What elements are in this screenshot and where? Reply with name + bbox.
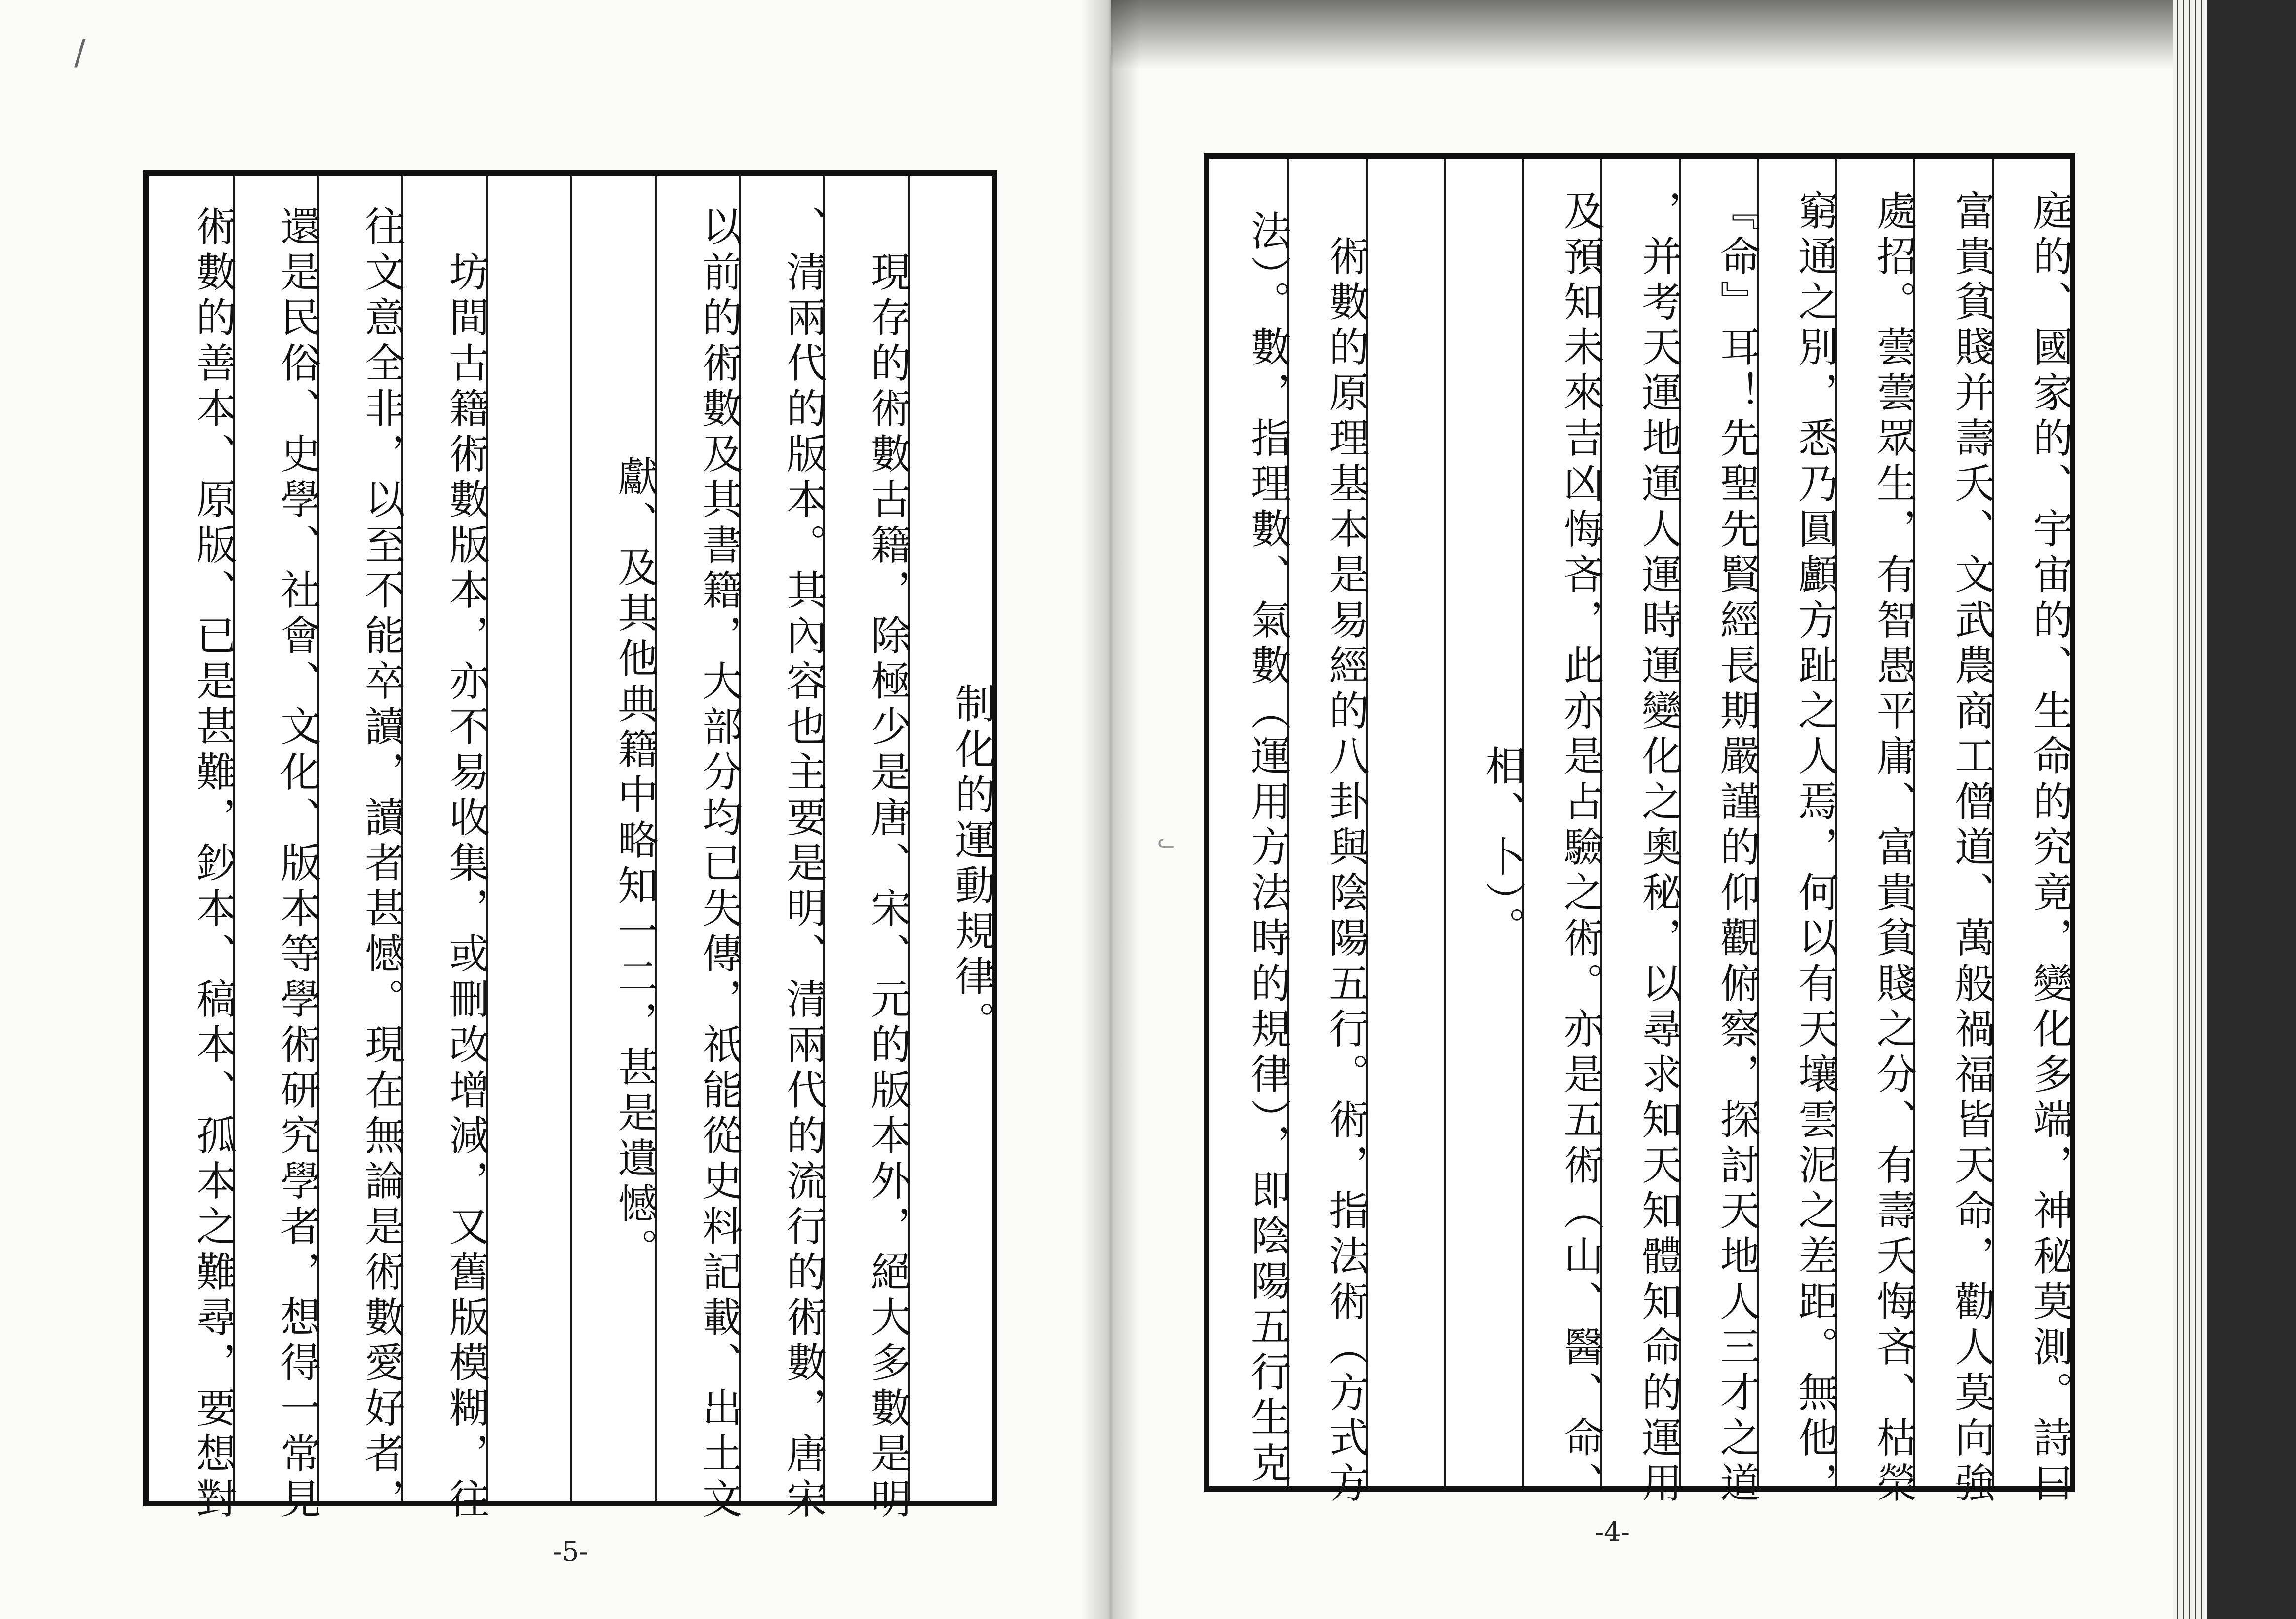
left-page-column-text: 還是民俗、史學、社會、文化、版本等學術研究學者，想得一常見 [274,205,321,1523]
right-page-column [1992,159,2073,1507]
left-page-column-text: 獻、及其他典籍中略知一二，甚是遺憾。 [611,455,658,1273]
left-page-column [149,176,237,1523]
book-gutter [1081,0,1141,1619]
right-page-number: -4- [1595,1516,1630,1547]
left-page-column [739,176,827,1523]
left-page-column [655,176,743,1523]
left-page-column-text [488,176,570,1501]
left-page-column [823,176,911,1523]
margin-mark: ᓚ [1158,830,1175,852]
right-page-column-text: 富貴貧賤并壽夭、文武農商工僧道、萬般禍福皆天命，勸人莫向強 [1948,189,1995,1507]
right-page-column-text: 及預知未來吉凶悔吝，此亦是占驗之術。亦是五術（山、醫、命、 [1557,189,1604,1507]
left-page-column-text: 術數的善本、原版、已是甚難，鈔本、稿本、孤本之難尋，要想對 [189,205,237,1523]
left-page-column-text: 現存的術數古籍，除極少是唐、宋、元的版本外，絕大多數是明 [864,205,911,1523]
left-page-column-text: 、清兩代的版本。其內容也主要是明、清兩代的流行的術數，唐宋 [780,205,827,1523]
top-shadow [1111,0,2296,69]
right-page-column [1600,159,1682,1507]
right-page-column [1287,159,1369,1507]
corner-mark: / [74,32,86,73]
right-page-column [1444,159,1526,1486]
left-page-column [233,176,321,1523]
right-page-column-text: 窮通之別，悉乃圓顱方趾之人焉，何以有天壤雲泥之差距。無他， [1791,189,1839,1507]
right-page-column [1913,159,1995,1507]
left-page-column-text: 往文意全非，以至不能卒讀，讀者甚憾。現在無論是術數愛好者， [358,205,405,1523]
right-page-column-text: ，并考天運地運人運時運變化之奧秘，以尋求知天知體知命的運用 [1635,189,1682,1507]
right-page-column-text: 術數的原理基本是易經的八卦與陰陽五行。術，指法術（方式方 [1322,189,1369,1507]
right-page-column [1835,159,1917,1507]
left-page-column-text: 以前的術數及其書籍，大部分均已失傳，祇能從史料記載、出土文 [695,205,743,1523]
right-page-column-text: 法）。數，指理數、氣數（運用方法時的規律），即陰陽五行生克 [1244,209,1291,1487]
right-page-column [1366,159,1444,1486]
left-page-frame [143,170,997,1523]
right-page-column-text [1368,159,1444,1486]
right-page-column-text: 庭的、國家的、宇宙的、生命的究竟，變化多端，神秘莫測。詩曰 [2026,189,2073,1507]
left-page-column [401,176,490,1523]
right-page-column-text: 相、卜）。 [1478,745,1526,952]
left-page-column-text: 制化的運動規律。 [948,683,995,1046]
right-page-frame [1204,153,2075,1507]
right-page-column [1679,159,1761,1507]
left-page-column [486,176,570,1501]
scan-background-edge [2207,0,2296,1619]
left-page-number: -5- [553,1536,588,1567]
right-page-column [1209,159,1291,1487]
right-page-column [1522,159,1604,1507]
left-page-column [317,176,405,1523]
right-page-column [1757,159,1839,1507]
left-page-column [570,176,658,1501]
right-page-column-text: 處招。蕓蕓眾生，有智愚平庸、富貴貧賤之分、有壽夭悔吝、枯榮 [1870,189,1917,1507]
left-page-column [908,176,995,1501]
right-page-column-text: 『命』耳！先聖先賢經長期嚴謹的仰觀俯察，探討天地人三才之道 [1713,189,1761,1507]
left-page-column-text: 坊間古籍術數版本，亦不易收集，或刪改增減，又舊版模糊，往 [442,205,490,1523]
